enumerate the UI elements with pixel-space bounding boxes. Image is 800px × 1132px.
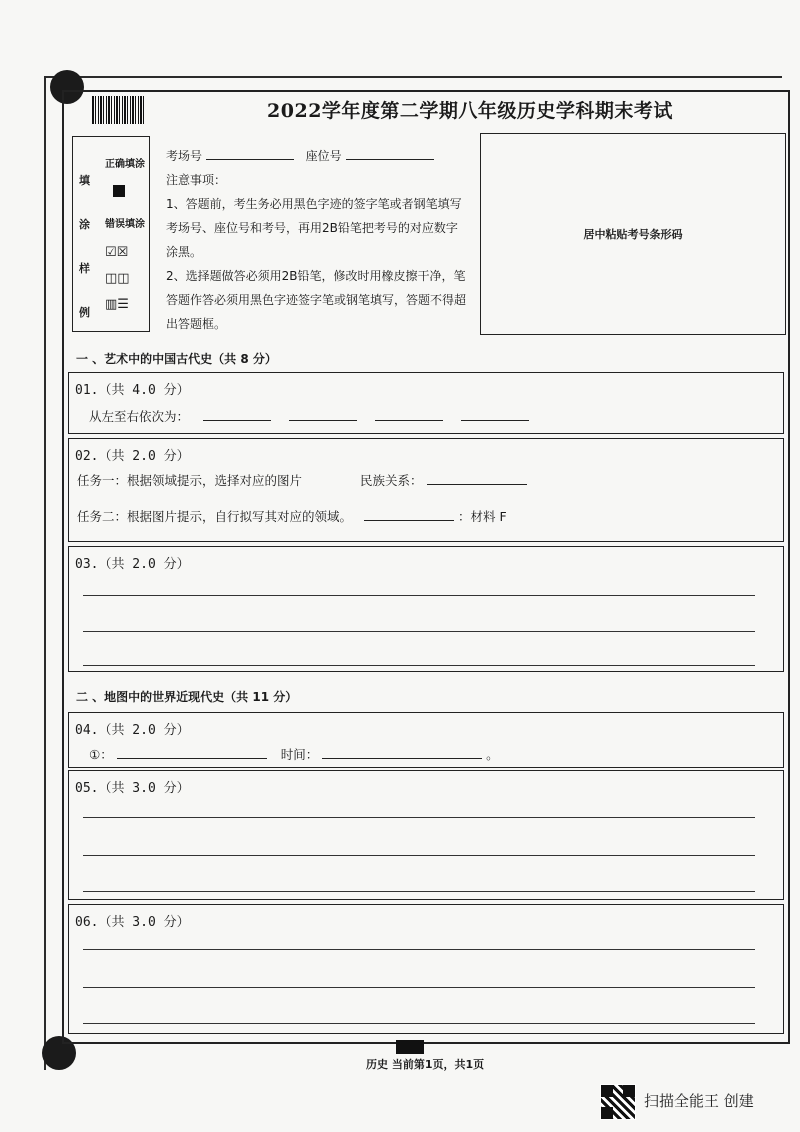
question-04-number: 04.（共 2.0 分）	[75, 723, 190, 738]
period-mark: 。	[486, 747, 499, 762]
note-item-2: 2、选择题做答必须用2B铅笔，修改时用橡皮擦干净，笔答题作答必须用黑色字迹签字笔或钢笔填写，答题不得超出答题框。	[166, 269, 467, 331]
answer-line[interactable]	[83, 987, 755, 988]
question-04-box	[68, 712, 784, 768]
answer-blank[interactable]	[375, 407, 443, 421]
notes-title: 注意事项：	[166, 173, 227, 187]
seat-field[interactable]	[346, 146, 434, 160]
question-01-prompt: 从左至右依次为：	[89, 409, 190, 424]
task2-text: 任务二：根据图片提示，自行拟写其对应的领域。	[77, 509, 353, 524]
question-01-number: 01.（共 4.0 分）	[75, 383, 190, 398]
time-label: 时间：	[280, 747, 319, 762]
material-label: ：材料 F	[457, 509, 507, 524]
exam-info	[166, 144, 466, 336]
answer-line[interactable]	[83, 855, 755, 856]
item-1-label: ①：	[89, 747, 113, 762]
wrong-fill-line-icon: ▥☰	[105, 297, 129, 312]
exam-room-label: 考场号	[166, 149, 203, 163]
question-05-number: 05.（共 3.0 分）	[75, 781, 190, 796]
note-item-1: 1、答题前，考生务必用黑色字迹的签字笔或者钢笔填写考场号、座位号和考号，再用2B铅笔把考号的对应数字涂黑。	[166, 197, 462, 259]
time-field[interactable]	[322, 745, 482, 759]
question-02-task2-row	[77, 507, 507, 525]
answer-line[interactable]	[83, 949, 755, 950]
ethnic-relation-label: 民族关系：	[360, 473, 423, 488]
ethnic-relation-field[interactable]	[427, 471, 527, 485]
footer-position-mark	[396, 1040, 424, 1054]
wrong-fill-label: 错误填涂	[105, 219, 145, 230]
qr-code-icon	[600, 1084, 636, 1120]
question-06-number: 06.（共 3.0 分）	[75, 915, 190, 930]
item-1-field[interactable]	[117, 745, 267, 759]
answer-blank[interactable]	[203, 407, 271, 421]
barcode-sticker-label: 居中粘贴考号条形码	[583, 228, 683, 241]
answer-line[interactable]	[83, 817, 755, 818]
barcode-graphic	[92, 96, 146, 124]
page-footer: 历史 当前第1页，共1页	[366, 1058, 485, 1071]
answer-line[interactable]	[83, 665, 755, 666]
barcode-sticker-box	[480, 133, 786, 335]
question-01-answer-row	[89, 407, 529, 425]
example-char: 样	[79, 262, 90, 275]
answer-blank[interactable]	[289, 407, 357, 421]
id-fields-row	[166, 144, 466, 168]
example-char: 例	[79, 306, 90, 319]
question-06-box	[68, 904, 784, 1034]
fill-example-box	[72, 136, 150, 332]
question-03-number: 03.（共 2.0 分）	[75, 557, 190, 572]
question-02-number: 02.（共 2.0 分）	[75, 449, 190, 464]
example-vertical-label	[79, 159, 89, 335]
wrong-fill-partial-icon: ◫◫	[105, 271, 130, 286]
question-05-box	[68, 770, 784, 900]
question-03-box	[68, 546, 784, 672]
answer-line[interactable]	[83, 631, 755, 632]
correct-fill-mark	[113, 185, 125, 197]
example-char: 涂	[79, 218, 90, 231]
wrong-fill-check-icon: ☑☒	[105, 245, 129, 260]
question-01-box	[68, 372, 784, 434]
scanner-watermark: 扫描全能王 创建	[644, 1092, 754, 1110]
answer-line[interactable]	[83, 891, 755, 892]
section-1-title: 一 、艺术中的中国古代史（共 8 分）	[76, 352, 277, 366]
correct-fill-label: 正确填涂	[105, 159, 145, 170]
page-title: 2022学年度第二学期八年级历史学科期末考试	[267, 100, 673, 122]
example-char: 填	[79, 174, 90, 187]
answer-line[interactable]	[83, 595, 755, 596]
question-04-answer-row	[89, 745, 499, 763]
answer-line[interactable]	[83, 1023, 755, 1024]
answer-blank[interactable]	[461, 407, 529, 421]
question-02-task1-row	[77, 471, 527, 489]
task1-text: 任务一：根据领域提示，选择对应的图片	[77, 473, 303, 488]
question-02-box	[68, 438, 784, 542]
section-2-title: 二 、地图中的世界近现代史（共 11 分）	[76, 690, 298, 704]
exam-room-field[interactable]	[206, 146, 294, 160]
domain-field[interactable]	[364, 507, 454, 521]
seat-label: 座位号	[305, 149, 342, 163]
